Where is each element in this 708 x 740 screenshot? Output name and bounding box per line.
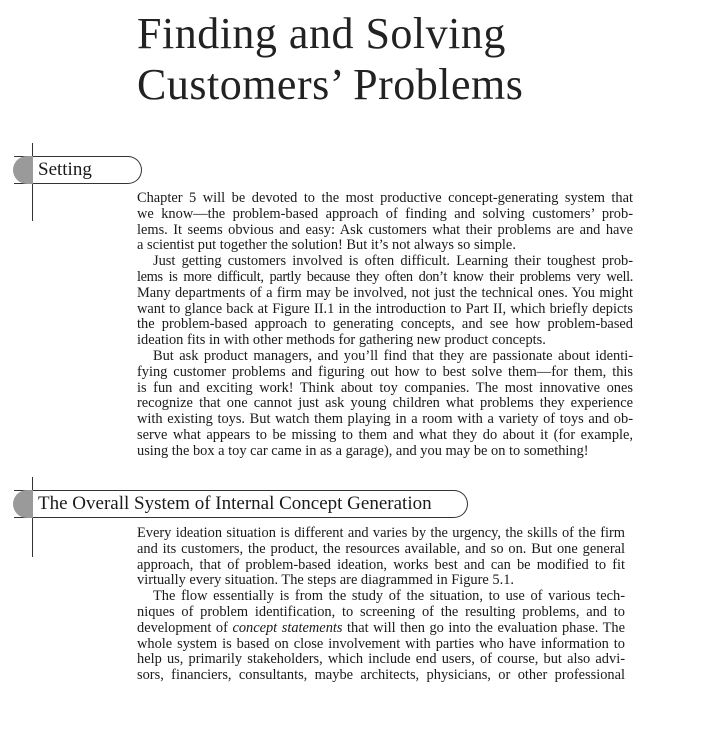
paragraph: [137, 589, 625, 684]
paragraph: [137, 349, 633, 460]
section-setting-body: [137, 191, 633, 460]
text-line: fying customer problems and figuring out how to best solve them—for them, this: [137, 363, 633, 380]
text-line: lems is more difficult, partly because they often don’t know their problems very well.: [137, 268, 633, 285]
text-line: ideation fits in with other methods for gathering new product concepts.: [137, 332, 546, 349]
paragraph: [137, 526, 625, 589]
text-run: development of: [137, 619, 233, 636]
text-line: a scientist put together the solution! But it’s not always so simple.: [137, 237, 516, 254]
text-line: [137, 621, 625, 637]
text-line: Many departments of a firm may be involved, not just the technical ones. You might: [137, 284, 633, 301]
chapter-title-line-1: Finding and Solving: [137, 9, 506, 58]
text-line: But ask product managers, and you’ll find that they are passionate about identi-: [153, 347, 633, 364]
text-line: sors, financiers, consultants, maybe architects, physicians, or other professional: [137, 667, 625, 684]
section-heading-label: The Overall System of Internal Concept Generation: [38, 493, 432, 514]
text-line: the problem-based approach to generating concepts, and see how problem-based: [137, 316, 633, 333]
text-line: is fun and exciting work! Think about toy companies. The most innovative ones: [137, 379, 633, 396]
section-system-body: [137, 526, 625, 684]
text-line: we know—the problem-based approach of finding and solving customers’ prob-: [137, 205, 633, 222]
text-line: with existing toys. But watch them playing in a room with a variety of toys and ob-: [137, 411, 633, 428]
text-line: help us, primarily stakeholders, which include end users, of course, but also advi-: [137, 651, 625, 668]
text-line: The flow essentially is from the study of the situation, to use of various tech-: [153, 588, 625, 605]
paragraph: [137, 191, 633, 254]
text-line: serve what appears to be missing to them and what they do about it (for example,: [137, 426, 633, 443]
section-heading-tab: [13, 490, 33, 518]
text-line: recognize that one cannot just ask young children what problems they experience: [137, 395, 633, 412]
text-line: lems. It seems obvious and easy: Ask customers what their problems are and have: [137, 221, 633, 238]
text-line: Just getting customers involved is often difficult. Learning their toughest prob-: [153, 253, 633, 270]
text-line: niques of problem identification, to screening of the resulting problems, and to: [137, 603, 625, 620]
paragraph: [137, 254, 633, 349]
text-line: and its customers, the product, the resources available, and so on. But one general: [137, 540, 625, 557]
italic-term: concept statements: [232, 619, 343, 636]
text-line: using the box a toy car came in as a garage), and you may be on to something!: [137, 442, 589, 459]
section-heading-label: Setting: [38, 159, 92, 180]
text-line: Chapter 5 will be devoted to the most productive concept-generating system that: [137, 190, 633, 206]
text-line: approach, that of problem-based ideation, works best and can be modified to fit: [137, 556, 625, 573]
text-line: whole system is based on close involvement with parties who have information to: [137, 635, 625, 652]
chapter-title-line-2: Customers’ Problems: [137, 60, 524, 109]
text-run: that will then go into the evaluation phase. The: [342, 619, 625, 636]
chapter-title: [137, 8, 523, 110]
text-line: virtually every situation. The steps are diagrammed in Figure 5.1.: [137, 572, 514, 589]
text-line: want to glance back at Figure II.1 in the introduction to Part II, which briefly depicts: [137, 300, 633, 317]
section-heading-tab: [13, 156, 33, 184]
section-heading-setting: [14, 156, 142, 184]
text-line: Every ideation situation is different and varies by the urgency, the skills of the firm: [137, 525, 625, 541]
section-heading-system: [14, 490, 468, 518]
